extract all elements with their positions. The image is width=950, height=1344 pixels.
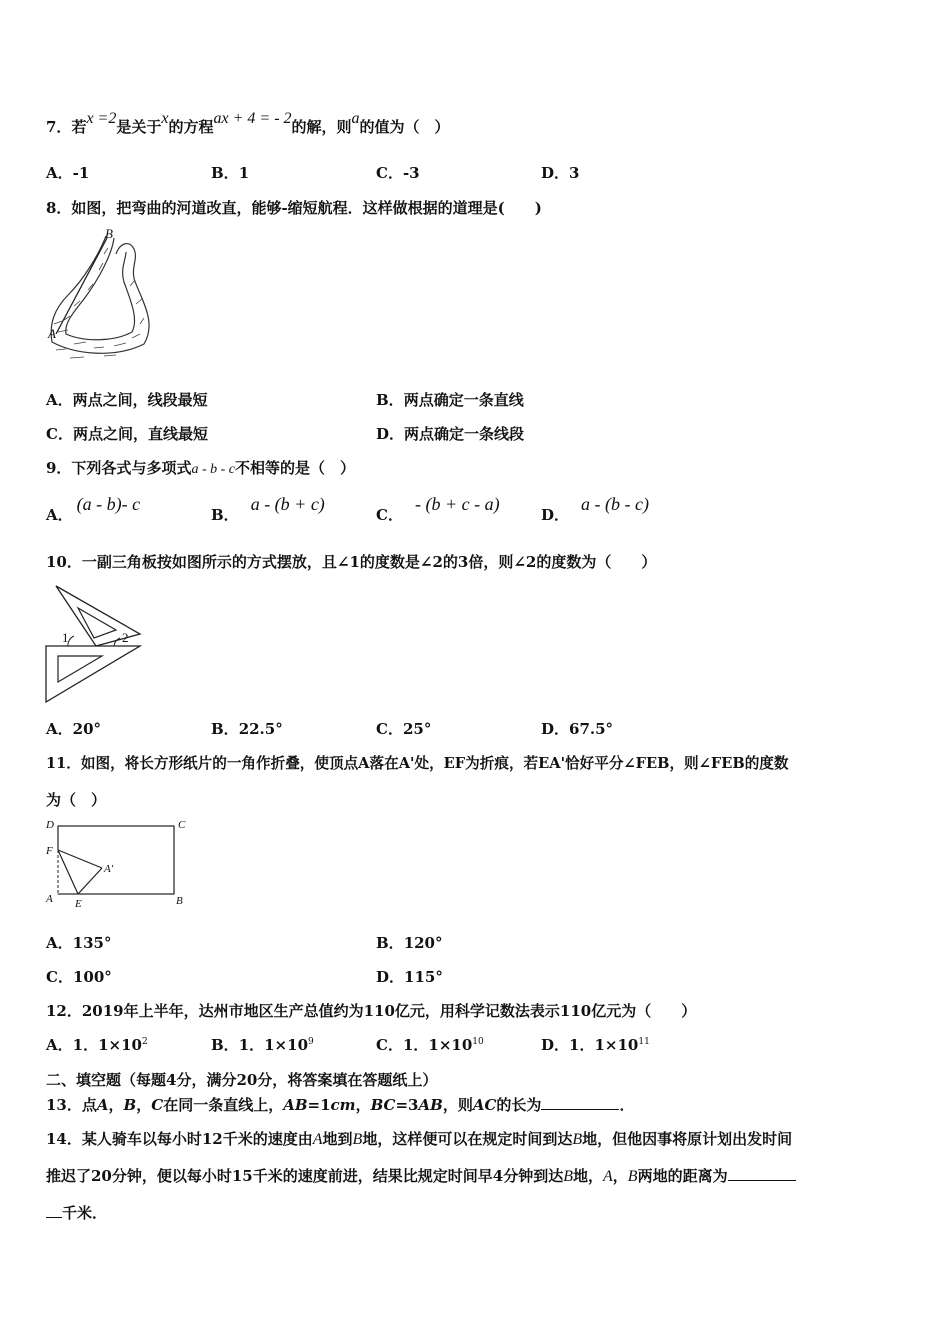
math-a: a <box>351 110 360 127</box>
q12-option-c: C．1．$1\times 10^{10}$ <box>376 1036 484 1054</box>
q9-option-c: C．- (b + c - a) <box>376 494 500 524</box>
angle-1-label: 1 <box>62 630 69 645</box>
answer-blank-13[interactable] <box>541 1095 619 1110</box>
question-14-line-3: 千米． <box>46 1202 107 1223</box>
point-f-label: F <box>46 845 53 857</box>
question-7: 7．若x =2是关于x的方程ax + 4 = - 2的解，则a的值为（ ） <box>46 110 450 136</box>
q8-option-d: D．两点确定一条线段 <box>376 425 525 443</box>
question-12: 12．2019年上半年，达州市地区生产总值约为110亿元，用科学记数法表示110亿元为（ ） <box>46 1002 697 1020</box>
answer-blank-14[interactable] <box>728 1166 796 1181</box>
q10-option-d: D．67.5° <box>541 720 614 738</box>
section-2-title: 二、填空题（每题4分，满分20分，将答案填在答题纸上） <box>46 1071 438 1089</box>
math-x: x <box>161 110 169 127</box>
q11-option-c: C．100° <box>46 968 112 986</box>
question-11-line-1: 11．如图，将长方形纸片的一角作折叠，使顶点A落在A'处，EF为折痕，若EA'恰好平分∠FEB，则∠FEB的度数 <box>46 755 789 772</box>
question-11-line-2: 为（ ） <box>46 791 107 809</box>
q10-option-a: A．20° <box>46 720 102 738</box>
folded-rectangle-figure <box>44 816 190 910</box>
angle-2-label: 2 <box>122 630 129 645</box>
triangle-rulers-figure <box>44 578 144 704</box>
point-b-label: B <box>105 226 113 241</box>
answer-blank-14-cont[interactable] <box>46 1203 62 1218</box>
math-x-eq-2: x =2 <box>86 110 117 127</box>
q8-option-b: B．两点确定一条直线 <box>376 391 524 409</box>
q7-option-a: A．-1 <box>46 164 90 182</box>
q9-option-d: D．a - (b - c) <box>541 494 649 524</box>
point-d-label: D <box>46 819 54 831</box>
q12-option-a: A．1．$1\times 10^2$ <box>46 1036 148 1054</box>
q12-option-d: D．1．$1\times 10^{11}$ <box>541 1036 650 1054</box>
q7-option-d: D．3 <box>541 164 580 182</box>
point-c-label: C <box>178 819 186 831</box>
point-b-label: B <box>176 895 183 907</box>
q7-option-b: B．1 <box>211 164 250 182</box>
math-polynomial: a - b - c <box>191 462 235 477</box>
question-14-line-2: 推迟了20分钟，便以每小时15千米的速度前进，结果比规定时间早4分钟到达B地，A，B两地的距离为 <box>46 1165 796 1186</box>
q11-option-b: B．120° <box>376 934 443 952</box>
point-e-label: E <box>75 898 82 910</box>
q8-option-c: C．两点之间，直线最短 <box>46 425 208 443</box>
question-9: 9．下列各式与多项式a - b - c不相等的是（ ） <box>46 459 356 477</box>
q8-option-a: A．两点之间，线段最短 <box>46 391 208 409</box>
point-a-label: A <box>46 893 53 905</box>
q11-option-a: A．135° <box>46 934 112 952</box>
math-equation: ax + 4 = - 2 <box>213 110 292 127</box>
q11-option-d: D．115° <box>376 968 443 986</box>
question-13: 13．点A，B，C在同一条直线上，AB=1cm，BC=3AB，则AC的长为 ． <box>46 1096 635 1114</box>
q10-option-b: B．22.5° <box>211 720 283 738</box>
river-figure <box>44 224 156 370</box>
question-14-line-1: 14．某人骑车以每小时12千米的速度由A地到B地，这样便可以在规定时间到达B地，但他因事将原计划出发时间 <box>46 1130 793 1148</box>
q9-option-a: A．(a - b)- c <box>46 494 141 524</box>
q12-option-b: B．1．$1\times 10^9$ <box>211 1036 314 1054</box>
point-a-label: A <box>48 326 56 341</box>
q7-option-c: C．-3 <box>376 164 420 182</box>
q10-option-c: C．25° <box>376 720 432 738</box>
question-10: 10．一副三角板按如图所示的方式摆放，且∠1的度数是∠2的3倍，则∠2的度数为（ ） <box>46 553 657 571</box>
question-8: 8．如图，把弯曲的河道改直，能够-缩短航程．这样做根据的道理是( ) <box>46 199 542 217</box>
q9-option-b: B．a - (b + c) <box>211 494 325 524</box>
point-a-prime-label: A' <box>104 863 114 875</box>
